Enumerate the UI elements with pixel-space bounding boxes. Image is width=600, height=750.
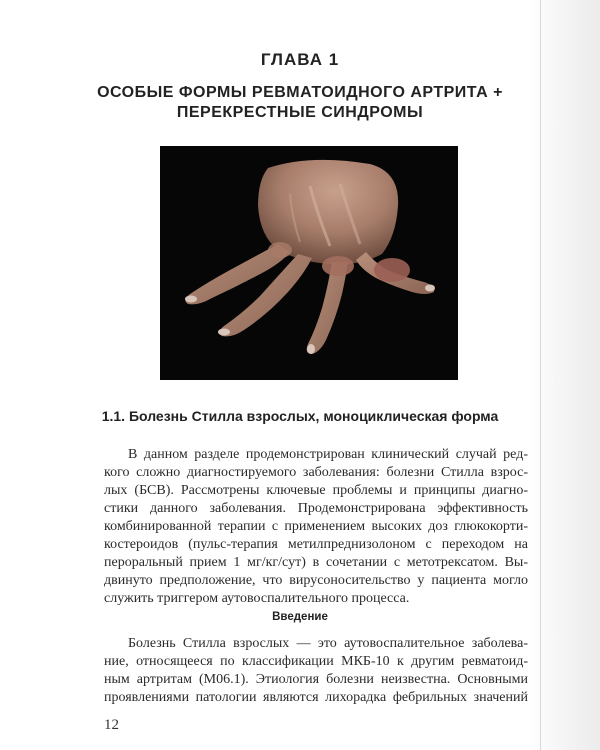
hand-illustration	[160, 146, 458, 380]
chapter-title-line-1: ОСОБЫЕ ФОРМЫ РЕВМАТОИДНОГО АРТРИТА +	[97, 84, 503, 101]
abstract-line: служить триггером аутовоспалительного процесса.	[104, 591, 410, 606]
abstract-paragraph	[104, 446, 528, 608]
introduction-line: ным артритам (М06.1). Этиология болезни неизвестна. Основными	[104, 672, 528, 687]
abstract-line: костероидов (пульс-терапия метилпреднизолоном с переходом на	[104, 537, 528, 552]
introduction-line: ние, относящееся по классификации МКБ-10 к другим ревматоид-	[104, 654, 528, 669]
page-number: 12	[104, 717, 119, 733]
introduction-line: Болезнь Стилла взрослых — это аутовоспалительное заболева-	[128, 636, 528, 651]
abstract-line: В данном разделе продемонстрирован клинический случай ред-	[128, 447, 528, 462]
abstract-line: комбинированной терапии с применением высоких доз глюкокорти-	[104, 519, 528, 534]
introduction-paragraph	[104, 635, 528, 707]
abstract-line: кого сложно диагностируемого заболевания: болезни Стилла взрос-	[104, 465, 528, 480]
chapter-title-line-2: ПЕРЕКРЕСТНЫЕ СИНДРОМЫ	[176, 104, 424, 121]
chapter-title	[80, 83, 520, 123]
abstract-line: стики данного заболевания. Продемонстрирована эффективность	[104, 501, 528, 516]
page-edge	[540, 0, 541, 750]
chapter-label: ГЛАВА 1	[260, 50, 340, 69]
section-title: 1.1. Болезнь Стилла взрослых, моноциклическая форма	[101, 408, 499, 424]
introduction-heading: Введение	[272, 611, 328, 623]
abstract-line: двинуто предположение, что вирусоносительство у пациента могло	[104, 573, 528, 588]
abstract-line: лых (БСВ). Рассмотрены ключевые проблемы и принципы диагно-	[104, 483, 528, 498]
abstract-line: пероральный прием 1 мг/кг/сут) в сочетании с метотрексатом. Вы-	[104, 555, 528, 570]
introduction-line: проявлениями патологии являются лихорадка фебрильных значений	[104, 690, 528, 705]
hand-photo-icon	[160, 146, 458, 380]
